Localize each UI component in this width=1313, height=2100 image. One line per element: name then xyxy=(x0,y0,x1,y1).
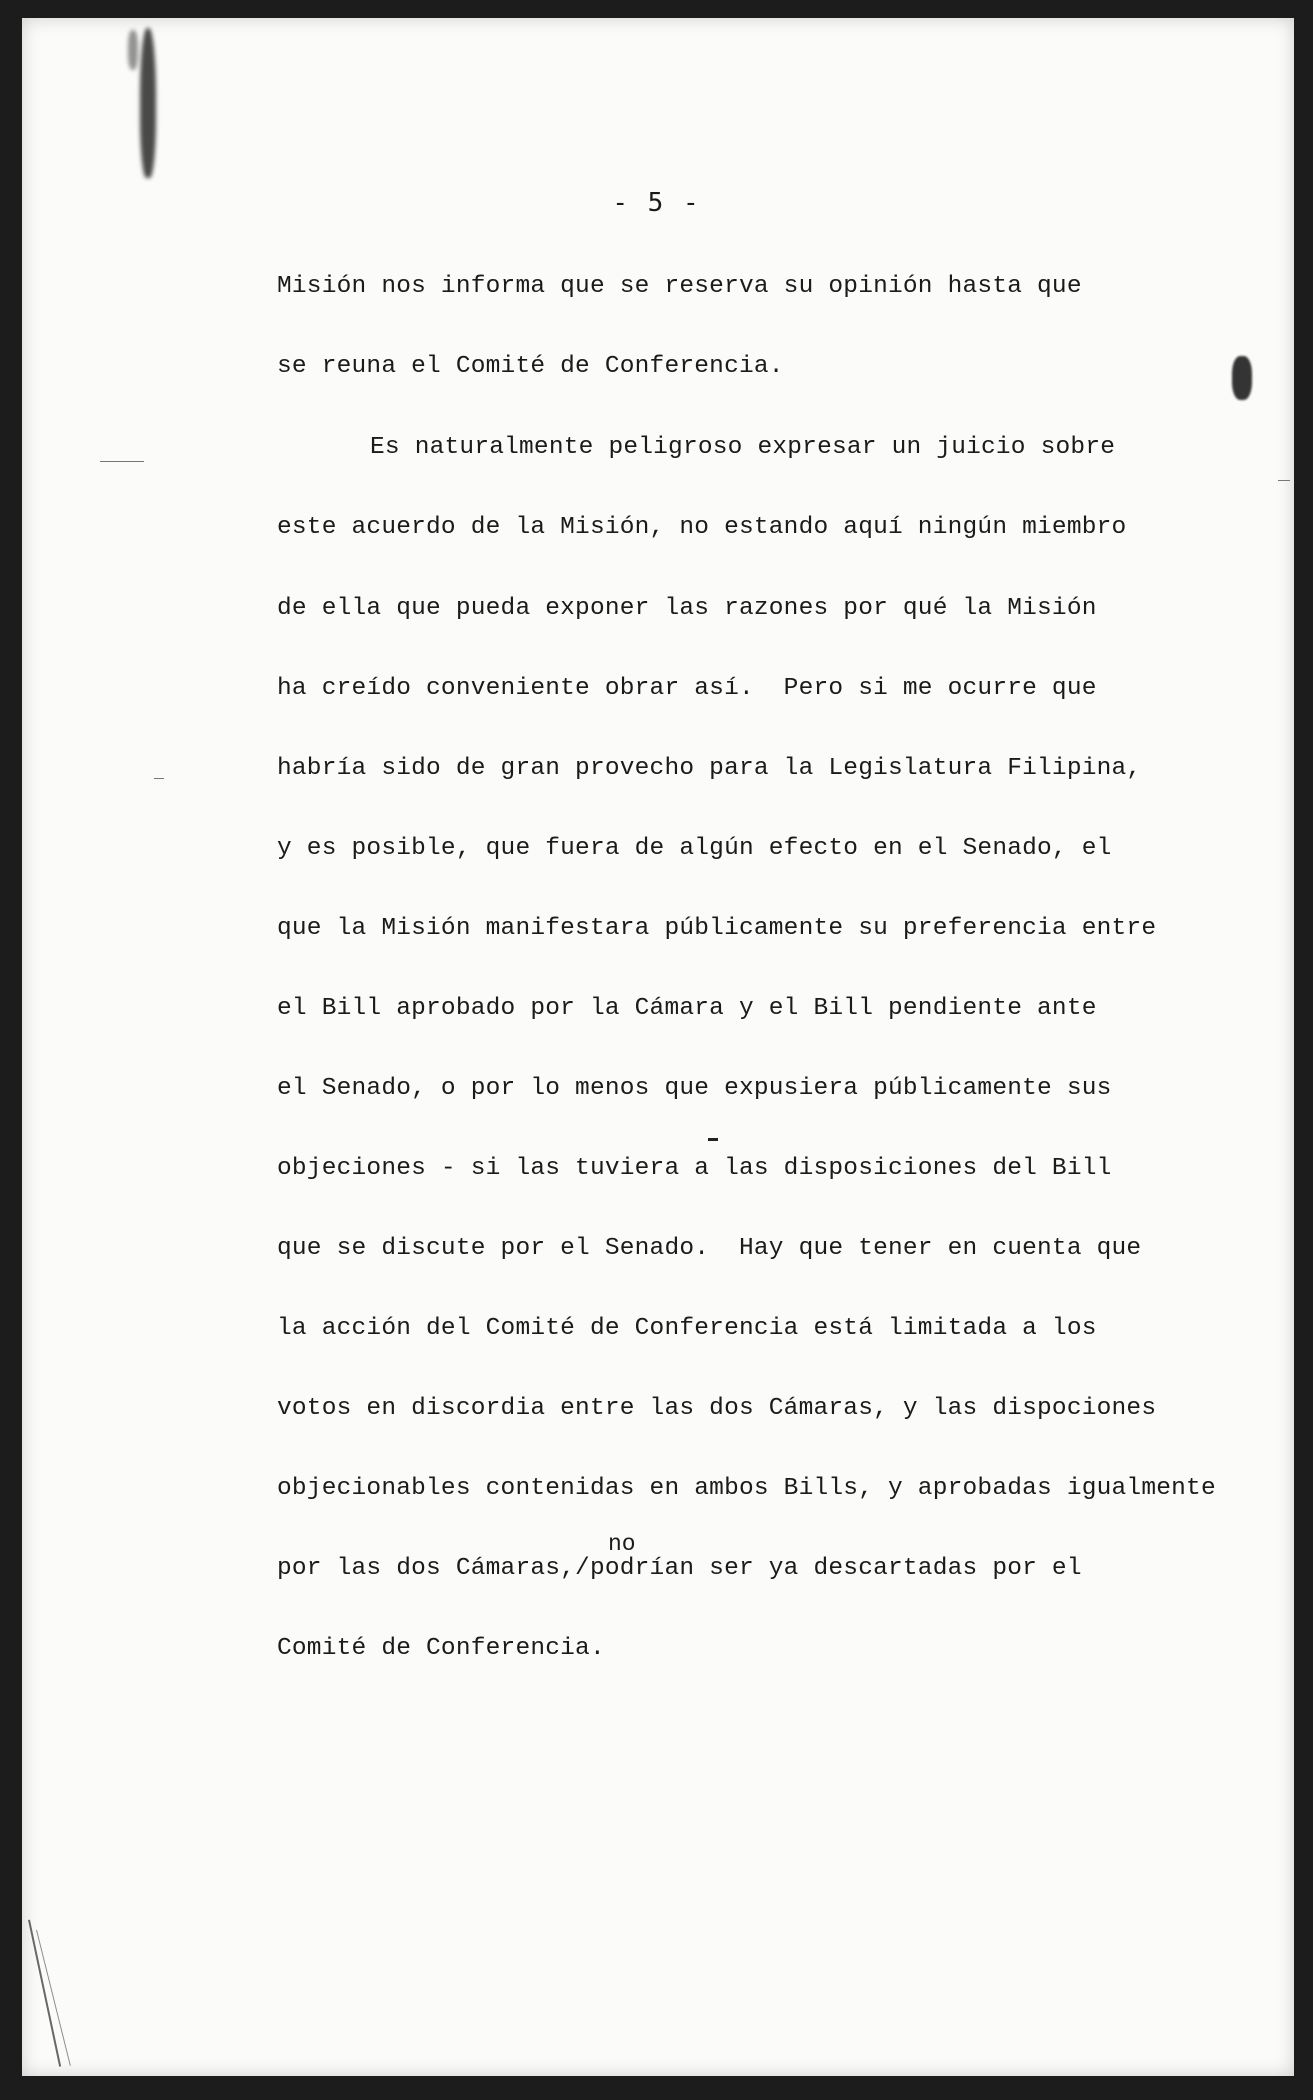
text-line: ha creído conveniente obrar así. Pero si me ocurre que xyxy=(277,675,1097,702)
ink-smudge-right-margin xyxy=(1232,356,1252,400)
text-line: se reuna el Comité de Conferencia. xyxy=(277,353,784,380)
document-page xyxy=(22,18,1294,2076)
text-line: de ella que pueda exponer las razones por qué la Misión xyxy=(277,595,1097,622)
margin-tick xyxy=(154,778,164,779)
ink-smudge-top-left-faint xyxy=(128,30,138,70)
text-line: este acuerdo de la Misión, no estando aquí ningún miembro xyxy=(277,514,1127,541)
typed-dash-mark xyxy=(708,1138,718,1141)
text-line: Misión nos informa que se reserva su opinión hasta que xyxy=(277,273,1082,300)
text-line: por las dos Cámaras,/podrían ser ya descartadas por el xyxy=(277,1555,1082,1582)
text-line-paragraph-start: Es naturalmente peligroso expresar un juicio sobre xyxy=(370,434,1116,461)
margin-tick xyxy=(1278,480,1290,481)
text-line: habría sido de gran provecho para la Legislatura Filipina, xyxy=(277,755,1142,782)
text-line: objecionables contenidas en ambos Bills, y aprobadas igualmente xyxy=(277,1475,1216,1502)
page-number: - 5 - xyxy=(612,188,701,218)
interlinear-insertion: no xyxy=(608,1531,636,1557)
text-line: votos en discordia entre las dos Cámaras, y las dispociones xyxy=(277,1395,1157,1422)
text-line: el Bill aprobado por la Cámara y el Bill pendiente ante xyxy=(277,995,1097,1022)
text-line: el Senado, o por lo menos que expusiera públicamente sus xyxy=(277,1075,1112,1102)
text-line: Comité de Conferencia. xyxy=(277,1635,605,1662)
text-line: y es posible, que fuera de algún efecto en el Senado, el xyxy=(277,835,1112,862)
text-line: que la Misión manifestara públicamente su preferencia entre xyxy=(277,915,1157,942)
text-line: objeciones - si las tuviera a las disposiciones del Bill xyxy=(277,1155,1112,1182)
text-line: la acción del Comité de Conferencia está limitada a los xyxy=(277,1315,1097,1342)
ink-smudge-top-left xyxy=(140,28,156,178)
margin-tick xyxy=(100,461,144,462)
text-line: que se discute por el Senado. Hay que tener en cuenta que xyxy=(277,1235,1142,1262)
